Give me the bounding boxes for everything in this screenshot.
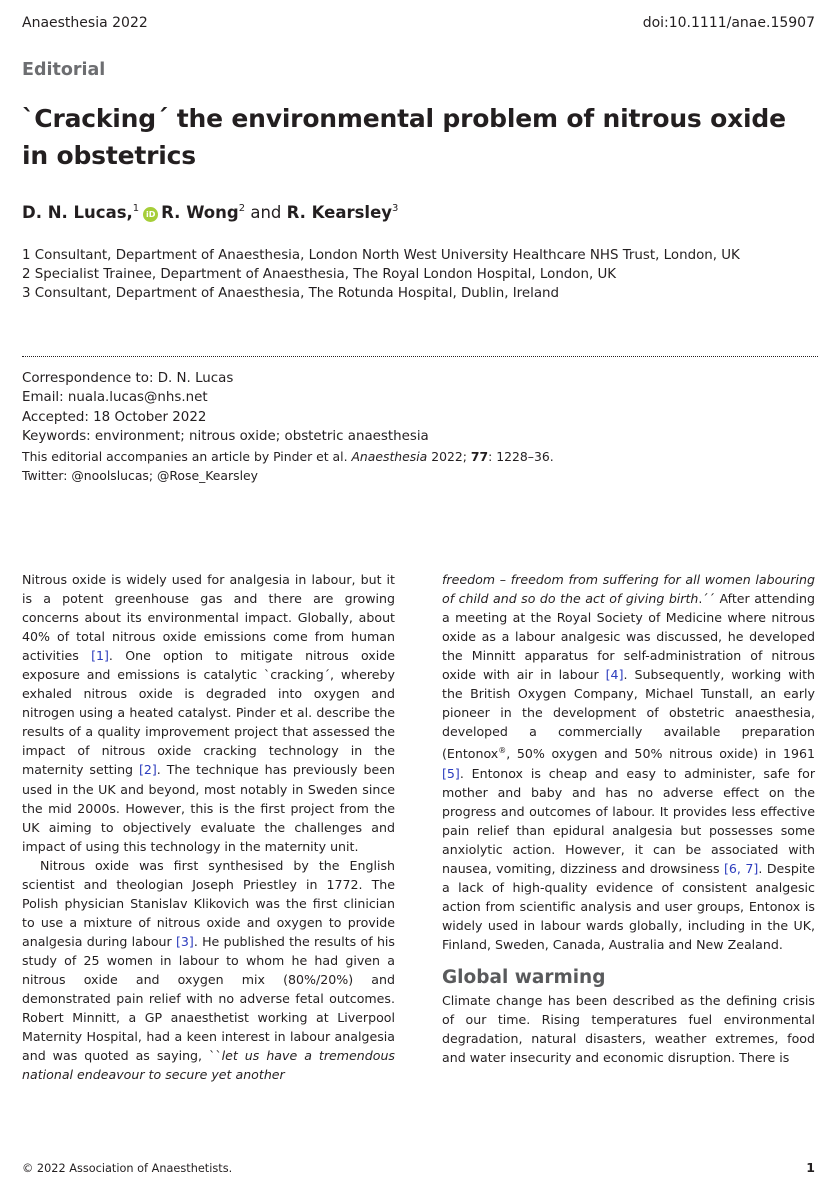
section-heading: Global warming [442, 967, 606, 989]
citation-link[interactable]: [4] [605, 667, 624, 683]
article-title: `Cracking´ the environmental problem of nitrous oxide in obstetrics [22, 104, 786, 170]
affiliations [22, 246, 740, 303]
citation-link[interactable]: [5] [442, 765, 460, 781]
author-affiliation-marker: 2 [238, 203, 246, 214]
author-list [22, 203, 398, 222]
journal-name: Anaesthesia 2022 [22, 15, 148, 31]
section-label: Editorial [22, 60, 106, 80]
citation-link[interactable]: [1] [91, 648, 109, 664]
citation-link[interactable]: [2] [138, 762, 157, 778]
article-metadata [22, 369, 554, 485]
email-line[interactable]: Email: nuala.lucas@nhs.net [22, 390, 208, 406]
dotted-divider [22, 356, 818, 357]
orcid-icon[interactable]: iD [143, 207, 158, 222]
affiliation-line: 2 Specialist Trainee, Department of Anaesthesia, The Royal London Hospital, London, UK [22, 267, 617, 282]
citation-link[interactable]: [6, 7] [724, 860, 759, 876]
accompanying-article-note: This editorial accompanies an article by Pinder et al. Anaesthesia 2022; 77: 1228–36. [22, 448, 554, 464]
author-name: R. Wong [161, 203, 239, 222]
accepted-date: Accepted: 18 October 2022 [22, 409, 207, 425]
author-name: D. N. Lucas, [22, 203, 133, 222]
keywords-line: Keywords: environment; nitrous oxide; obstetric anaesthesia [22, 429, 429, 445]
body-column-right [442, 570, 815, 1067]
author-name: R. Kearsley [286, 203, 393, 222]
twitter-line: Twitter: @noolslucas; @Rose_Kearsley [22, 468, 258, 484]
author-affiliation-marker: 3 [392, 203, 399, 214]
body-column-left [22, 570, 395, 1084]
affiliation-line: 3 Consultant, Department of Anaesthesia, The Rotunda Hospital, Dublin, Ireland [22, 286, 560, 301]
copyright-notice: © 2022 Association of Anaesthetists. [22, 1162, 233, 1175]
body-paragraph: Climate change has been described as the defining crisis of our time. Rising temperatures fuel environmental degradation, natural disasters, weather extremes, food and water insecurity and economic disruption. There is [442, 993, 815, 1066]
doi-link[interactable]: doi:10.1111/anae.15907 [642, 15, 815, 31]
body-paragraph: Nitrous oxide was first synthesised by the English scientist and theologian Joseph Priestley in 1772. The Polish physician Stanislav Klikovich was the first clinician to use a mixture of nitrous oxide and oxygen to provide analgesia during labour [3]. He published the results of his study of 25 women in labour to whom he had given a nitrous oxide and oxygen mix (80%/20%) and demonstrated pain relief with no adverse fetal outcomes. Robert Minnitt, a GP anaesthetist working at Liverpool Maternity Hospital, had a keen interest in labour analgesia and was quoted as saying, ``let us have a tremendous national endeavour to secure yet another [22, 857, 395, 1083]
body-paragraph: freedom – freedom from suffering for all women labouring of child and so do the act of giving birth.´´ After attending a meeting at the Royal Society of Medicine where nitrous oxide as a labour analgesic was discussed, he developed the Minnitt apparatus for self-administration of nitrous oxide with air in labour [4]. Subsequently, working with the British Oxygen Company, Michael Tunstall, an early pioneer in the development of obstetric anaesthesia, developed a commercially available preparation (Entonox®, 50% oxygen and 50% nitrous oxide) in 1961 [5]. Entonox is cheap and easy to administer, safe for mother and baby and has no adverse effect on the progress and outcomes of labour. It provides less effective pain relief than epidural analgesia but possesses some anxiolytic action. However, it can be associated with nausea, vomiting, dizziness and drowsiness [6, 7]. Despite a lack of high-quality evidence of consistent analgesic action from scientific analysis and user groups, Entonox is widely used in labour wards globally, including in the UK, Finland, Sweden, Canada, Australia and New Zealand. [442, 572, 816, 953]
author-conjunction: and [250, 203, 282, 222]
citation-link[interactable]: [3] [175, 933, 194, 949]
author-affiliation-marker: 1 [132, 203, 140, 214]
affiliation-line: 1 Consultant, Department of Anaesthesia, London North West University Healthcare NHS Trust, London, UK [22, 248, 740, 263]
correspondence-line: Correspondence to: D. N. Lucas [22, 371, 234, 386]
body-paragraph: Nitrous oxide is widely used for analgesia in labour, but it is a potent greenhouse gas and there are growing concerns about its environmental impact. Globally, about 40% of total nitrous oxide emissions come from human activities [1]. One option to mitigate nitrous oxide exposure and emissions is catalytic `cracking´, whereby exhaled nitrous oxide is degraded into oxygen and nitrogen using a heated catalyst. Pinder et al. describe the results of a quality improvement project that assessed the impact of nitrous oxide cracking technology in the maternity setting [2]. The technique has previously been used in the UK and beyond, most notably in Sweden since the mid 2000s. However, this is the first project from the UK aiming to objectively evaluate the challenges and impact of using this technology in the maternity unit. [22, 572, 396, 854]
page-number: 1 [806, 1160, 815, 1175]
